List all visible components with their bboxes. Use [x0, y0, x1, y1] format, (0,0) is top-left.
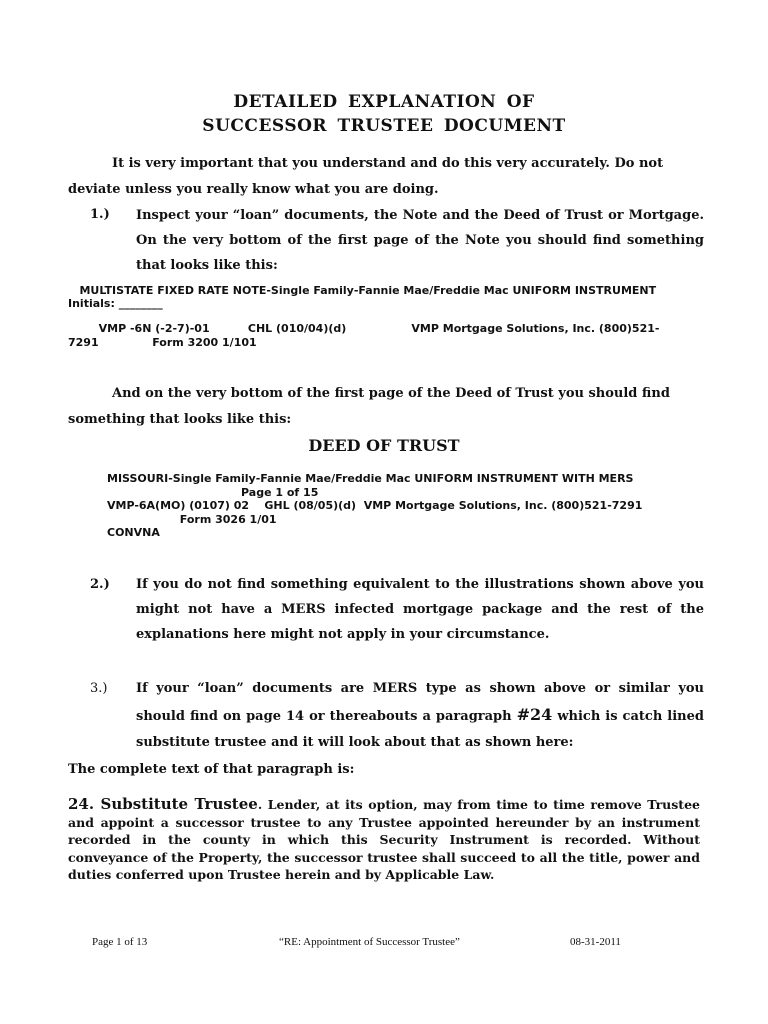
note-sample-line3: VMP -6N (-2-7)-01 CHL (010/04)(d) VMP Mortgage Solutions, Inc. (800)521- — [68, 322, 660, 335]
paragraph-24 — [68, 796, 700, 884]
document-title-line2: SUCCESSOR TRUSTEE DOCUMENT — [202, 116, 566, 136]
deed-sample-line2: Page 1 of 15 — [107, 486, 319, 499]
item3-text-b: which is catch lined substitute trustee and it will look about that as shown here: — [136, 709, 704, 750]
item1-text: Inspect your “loan” documents, the Note and the Deed of Trust or Mortgage. On the very bottom of the first page of the Note you should find something that looks like this: — [136, 208, 704, 273]
and-on-paragraph: And on the very bottom of the first page of the Deed of Trust you should find something that looks like this: — [68, 386, 670, 427]
item3-number: 3.) — [90, 681, 108, 696]
complete-text-label: The complete text of that paragraph is: — [68, 762, 355, 777]
note-sample-line1: MULTISTATE FIXED RATE NOTE-Single Family-Fannie Mae/Freddie Mac UNIFORM INSTRUMENT — [68, 284, 657, 297]
item3-text — [136, 676, 704, 756]
item3-text-a: If your “loan” documents are MERS type as shown above or similar you should find on page 14 or thereabouts a paragraph — [136, 681, 704, 724]
deed-sample-line3: VMP-6A(MO) (0107) 02 GHL (08/05)(d) VMP Mortgage Solutions, Inc. (800)521-7291 — [107, 499, 643, 512]
item1-number: 1.) — [90, 207, 110, 222]
note-sample-line4: 7291 Form 3200 1/101 — [68, 336, 257, 349]
item2-text: If you do not find something equivalent to the illustrations shown above you might not have a MERS infected mortgage package and the rest of the explanations here might not apply in your circumstance. — [136, 577, 704, 642]
footer-page-number: Page 1 of 13 — [92, 936, 148, 948]
deed-sample-line4: Form 3026 1/01 — [107, 513, 277, 526]
deed-sample-line1: MISSOURI-Single Family-Fannie Mae/Freddie Mac UNIFORM INSTRUMENT WITH MERS — [107, 472, 634, 485]
deed-of-trust-heading: DEED OF TRUST — [308, 436, 460, 455]
item3-paragraph-ref: #24 — [516, 705, 553, 724]
paragraph-24-heading: 24. Substitute Trustee — [68, 795, 258, 813]
note-sample-line2: Initials: ________ — [68, 297, 163, 310]
item2-number: 2.) — [90, 577, 110, 592]
intro-paragraph: It is very important that you understand and do this very accurately. Do not deviate unless you really know what you are doing. — [68, 156, 664, 197]
document-title-line1: DETAILED EXPLANATION OF — [233, 92, 535, 112]
paragraph-24-body: . Lender, at its option, may from time to time remove Trustee and appoint a successor trustee to any Trustee appointed hereunder by an instrument recorded in the county in which this Security Instrument is recorded. Without conveyance of the Property, the successor trustee shall succeed to all the title, power and duties conferred upon Trustee herein and by Applicable Law. — [68, 797, 700, 882]
footer-reference: “RE: Appointment of Successor Trustee” — [279, 936, 460, 948]
footer-date: 08-31-2011 — [570, 936, 621, 948]
deed-sample-line5: CONVNA — [107, 526, 160, 539]
